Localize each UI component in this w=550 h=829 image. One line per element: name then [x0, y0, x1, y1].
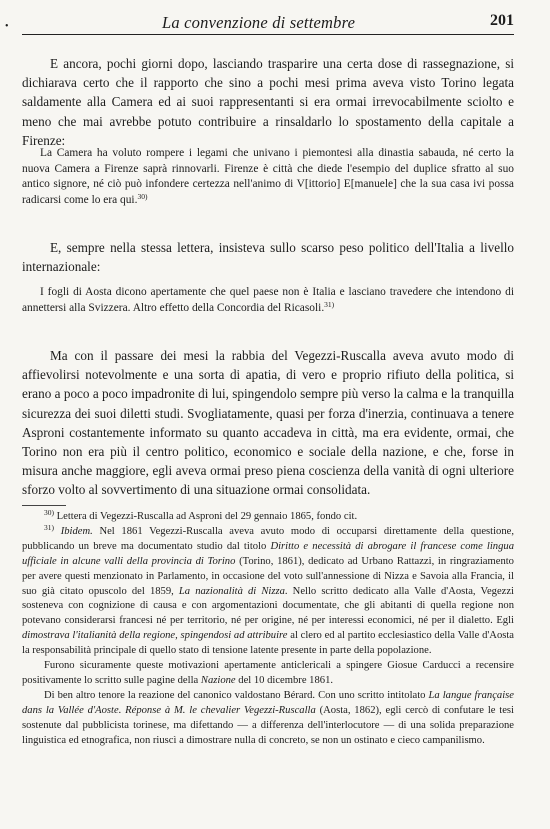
paragraph-text: Ma con il passare dei mesi la rabbia del Vegezzi-Ruscalla aveva avuto modo di affievolirsi notevolmente e una sorta di apatia, di vero e proprio rifiuto della politica, si erano a poco a poco impadronite di lui, spingendolo sempre più verso la calma e la tranquilla sicurezza dei suoi diletti studi. Svogliatamente, quasi per forza d'inerzia, continuava a tenere Asproni costantemente informato su quanto accadeva in città, ma era evidente, ormai, che Torino non era più il centro politico, economico e sociale della nazione, e che, forse in misura anche maggiore, egli aveva ormai preso piena coscienza della vanità di ogni ulteriore sforzo volto al sovvertimento di una situazione ormai consolidata. [22, 348, 514, 498]
quote-text: La Camera ha voluto rompere i legami che univano i piemontesi alla dinastia sabauda, né certo la nuova Camera a Firenze saprà rinnovarli. Firenze è città che diede l'esempio del duplice sfratto al suo antico signore, né ciò può infondere certezza nell'animo di V[ittorio] E[manuele] che la sua casa ivi possa radicarsi come lo era qui. [22, 147, 514, 206]
running-title: La convenzione di settembre [162, 13, 356, 32]
ibidem-label: Ibidem. [60, 525, 93, 537]
margin-mark: • [5, 21, 9, 32]
footnote-30 [22, 510, 514, 525]
block-quote-2 [22, 285, 514, 316]
footnote-text: . Nello scritto dedicato alla Valle d'Aosta, Vegezzi sosteneva con cognizione di causa e con argomentazioni documentate, che gli abitanti di quella regione non potevano considerarsi francesi né per territorio, né per origine, né per interessi economici, né per il dialetto. Egli [22, 585, 514, 627]
footnote-ref-30[interactable]: 30) [137, 191, 148, 201]
footnote-text: Nel 1861 Vegezzi-Ruscalla aveva avuto modo di occuparsi direttamente della questione, pubblicando un breve ma documentato studio dal titolo [22, 525, 514, 552]
footnote-31-continued-2 [22, 689, 514, 749]
running-header [22, 10, 514, 35]
cited-title: La langue française dans la Vallée d'Aoste. Réponse à M. le chevalier Vegezzi-Ruscalla [22, 689, 514, 716]
paragraph-text: E, sempre nella stessa lettera, insisteva sullo scarso peso politico dell'Italia a livello internazionale: [22, 240, 514, 275]
footnote-text: (Torino, 1861), dedicato ad Urbano Rattazzi, in ringraziamento per avere questi menzionato in Parlamento, in occasione del voto sull'annessione di Nizza e Savoia alla Francia, il suo già citato opuscolo del 1859, [22, 555, 514, 597]
footnote-text: Lettera di Vegezzi-Ruscalla ad Asproni del 29 gennaio 1865, fondo cit. [56, 511, 358, 522]
footnote-separator [22, 505, 66, 506]
body-paragraph-1 [22, 54, 514, 150]
cited-title: Diritto e necessità di abrogare il francese come lingua ufficiale in alcune valli della provincia di Torino [22, 540, 514, 567]
footnote-text: al clero ed al partito ecclesiastico della Valle d'Aosta la responsabilità principale di quello stato di tensione latente presente in parte della popolazione. [22, 630, 515, 657]
body-paragraph-2 [22, 238, 514, 276]
paragraph-text: E ancora, pochi giorni dopo, lasciando trasparire una certa dose di rassegnazione, si dichiarava certo che il rapporto che sino a pochi mesi prima aveva visto Torino legata saldamente alla Camera ed ai suoi rappresentanti si era ormai irrevocabilmente sciolto e meno che mai avrebbe potuto contribuire a rinsaldarlo lo spostamento della capitale a Firenze: [22, 56, 514, 148]
block-quote-1 [22, 146, 514, 208]
footnote-text: (Aosta, 1862), egli cercò di confutare le tesi sostenute dal pubblicista torinese, ma difettando — a differenza dell'interlocutore — di una solida preparazione linguistica ed etnografica, non riuscì a dimostrare nulla di concreto, se non un ostinato e cieco campanilismo. [22, 704, 514, 746]
footnote-number: 30) [44, 508, 54, 517]
footnote-text: Furono sicuramente queste motivazioni apertamente anticlericali a spingere Giosue Carducci a recensire positivamente lo scritto sulle pagine della [22, 660, 514, 686]
page-number: 201 [490, 12, 514, 29]
quote-text: I fogli di Aosta dicono apertamente che quel paese non è Italia e lasciano travedere che intendono di annettersi alla Svizzera. Altro effetto della Concordia del Ricasoli. [22, 286, 514, 314]
body-paragraph-3 [22, 346, 514, 500]
footnote-31 [22, 522, 515, 659]
journal-title: Nazione [200, 674, 236, 686]
footnote-text: Di ben altro tenore la reazione del canonico valdostano Bérard. Con uno scritto intitolato [44, 689, 426, 701]
emphasis-text: dimostrava l'italianità della regione, spingendosi ad attribuire [22, 630, 288, 642]
cited-title: La nazionalità di Nizza [178, 585, 285, 597]
footnote-31-continued-1 [22, 659, 514, 689]
footnote-ref-31[interactable]: 31) [324, 299, 335, 309]
footnote-number: 31) [44, 522, 54, 532]
footnote-text: del 10 dicembre 1861. [238, 674, 334, 686]
footnotes [22, 510, 514, 749]
